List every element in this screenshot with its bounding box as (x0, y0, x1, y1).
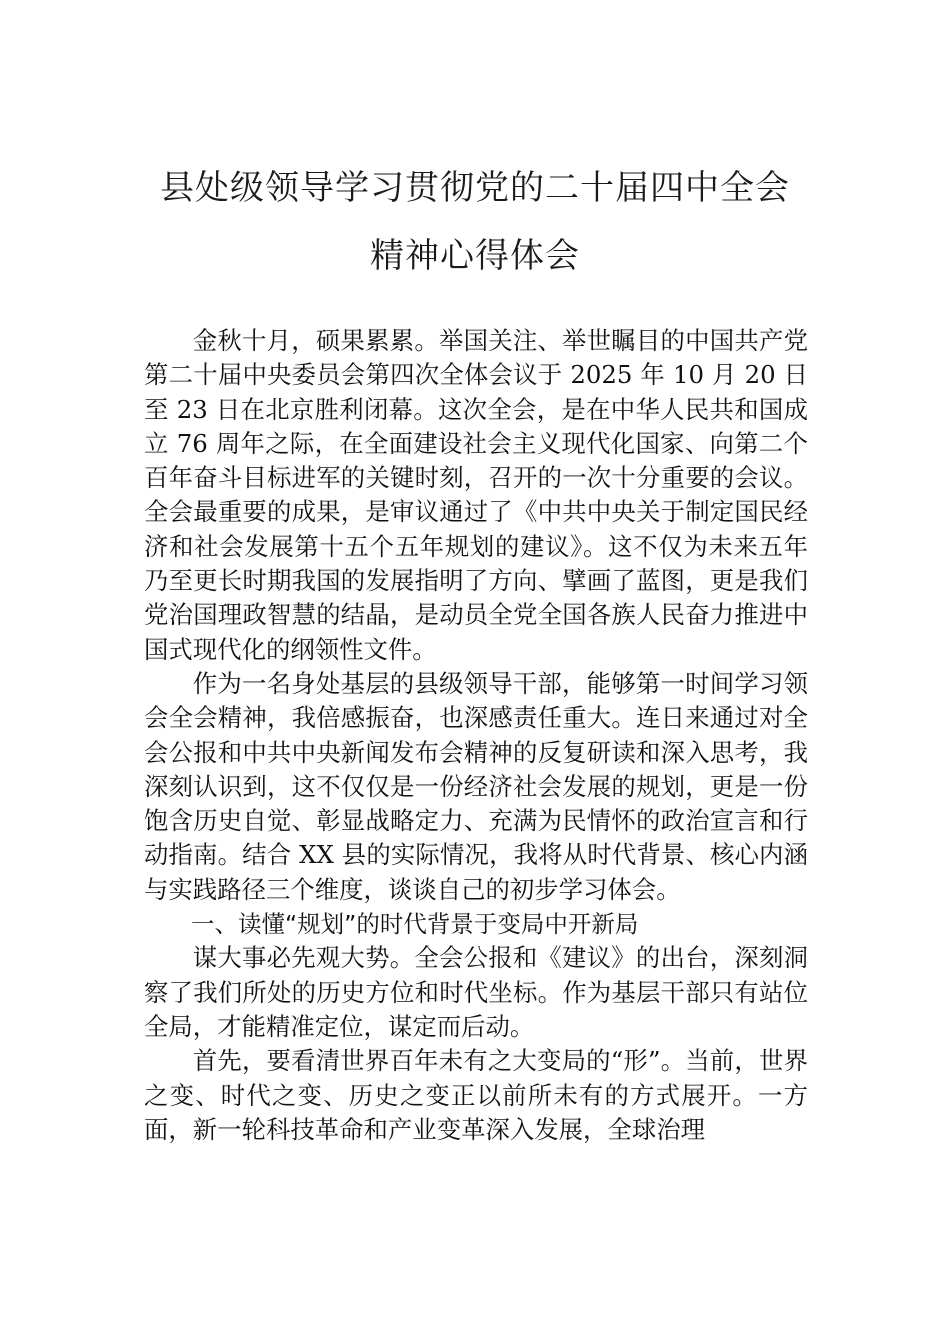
document-body (144, 324, 808, 1147)
document-title-line-1: 县处级领导学习贯彻党的二十届四中全会 (160, 168, 790, 208)
paragraph: 金秋十月，硕果累累。举国关注、举世瞩目的中国共产党第二十届中央委员会第四次全体会议于 2025 年 10 月 20 日至 23 日在北京胜利闭幕。这次全会，是在中华人民共和国成立 76 周年之际，在全面建设社会主义现代化国家、向第二个百年奋斗目标进军的关键时刻，召开的一次十分重要的会议。全会最重要的成果，是审议通过了《中共中央关于制定国民经济和社会发展第十五个五年规划的建议》。这不仅为未来五年乃至更长时期我国的发展指明了方向、擘画了蓝图，更是我们党治国理政智慧的结晶，是动员全党全国各族人民奋力推进中国式现代化的纲领性文件。 (144, 326, 808, 664)
paragraph: 谋大事必先观大势。全会公报和《建议》的出台，深刻洞察了我们所处的历史方位和时代坐标。作为基层干部只有站位全局，才能精准定位，谋定而后动。 (144, 943, 808, 1041)
document-title-line-2: 精神心得体会 (370, 236, 580, 276)
section-heading: 一、读懂“规划”的时代背景于变局中开新局 (191, 910, 639, 939)
paragraph: 首先，要看清世界百年未有之大变局的“形”。当前，世界之变、时代之变、历史之变正以前所未有的方式展开。一方面，新一轮科技革命和产业变革深入发展，全球治理 (144, 1046, 808, 1144)
paragraph: 作为一名身处基层的县级领导干部，能够第一时间学习领会全会精神，我倍感振奋，也深感责任重大。连日来通过对全会公报和中共中央新闻发布会精神的反复研读和深入思考，我深刻认识到，这不仅仅是一份经济社会发展的规划，更是一份饱含历史自觉、彰显战略定力、充满为民情怀的政治宣言和行动指南。结合 XX 县的实际情况，我将从时代背景、核心内涵与实践路径三个维度，谈谈自己的初步学习体会。 (144, 668, 808, 904)
